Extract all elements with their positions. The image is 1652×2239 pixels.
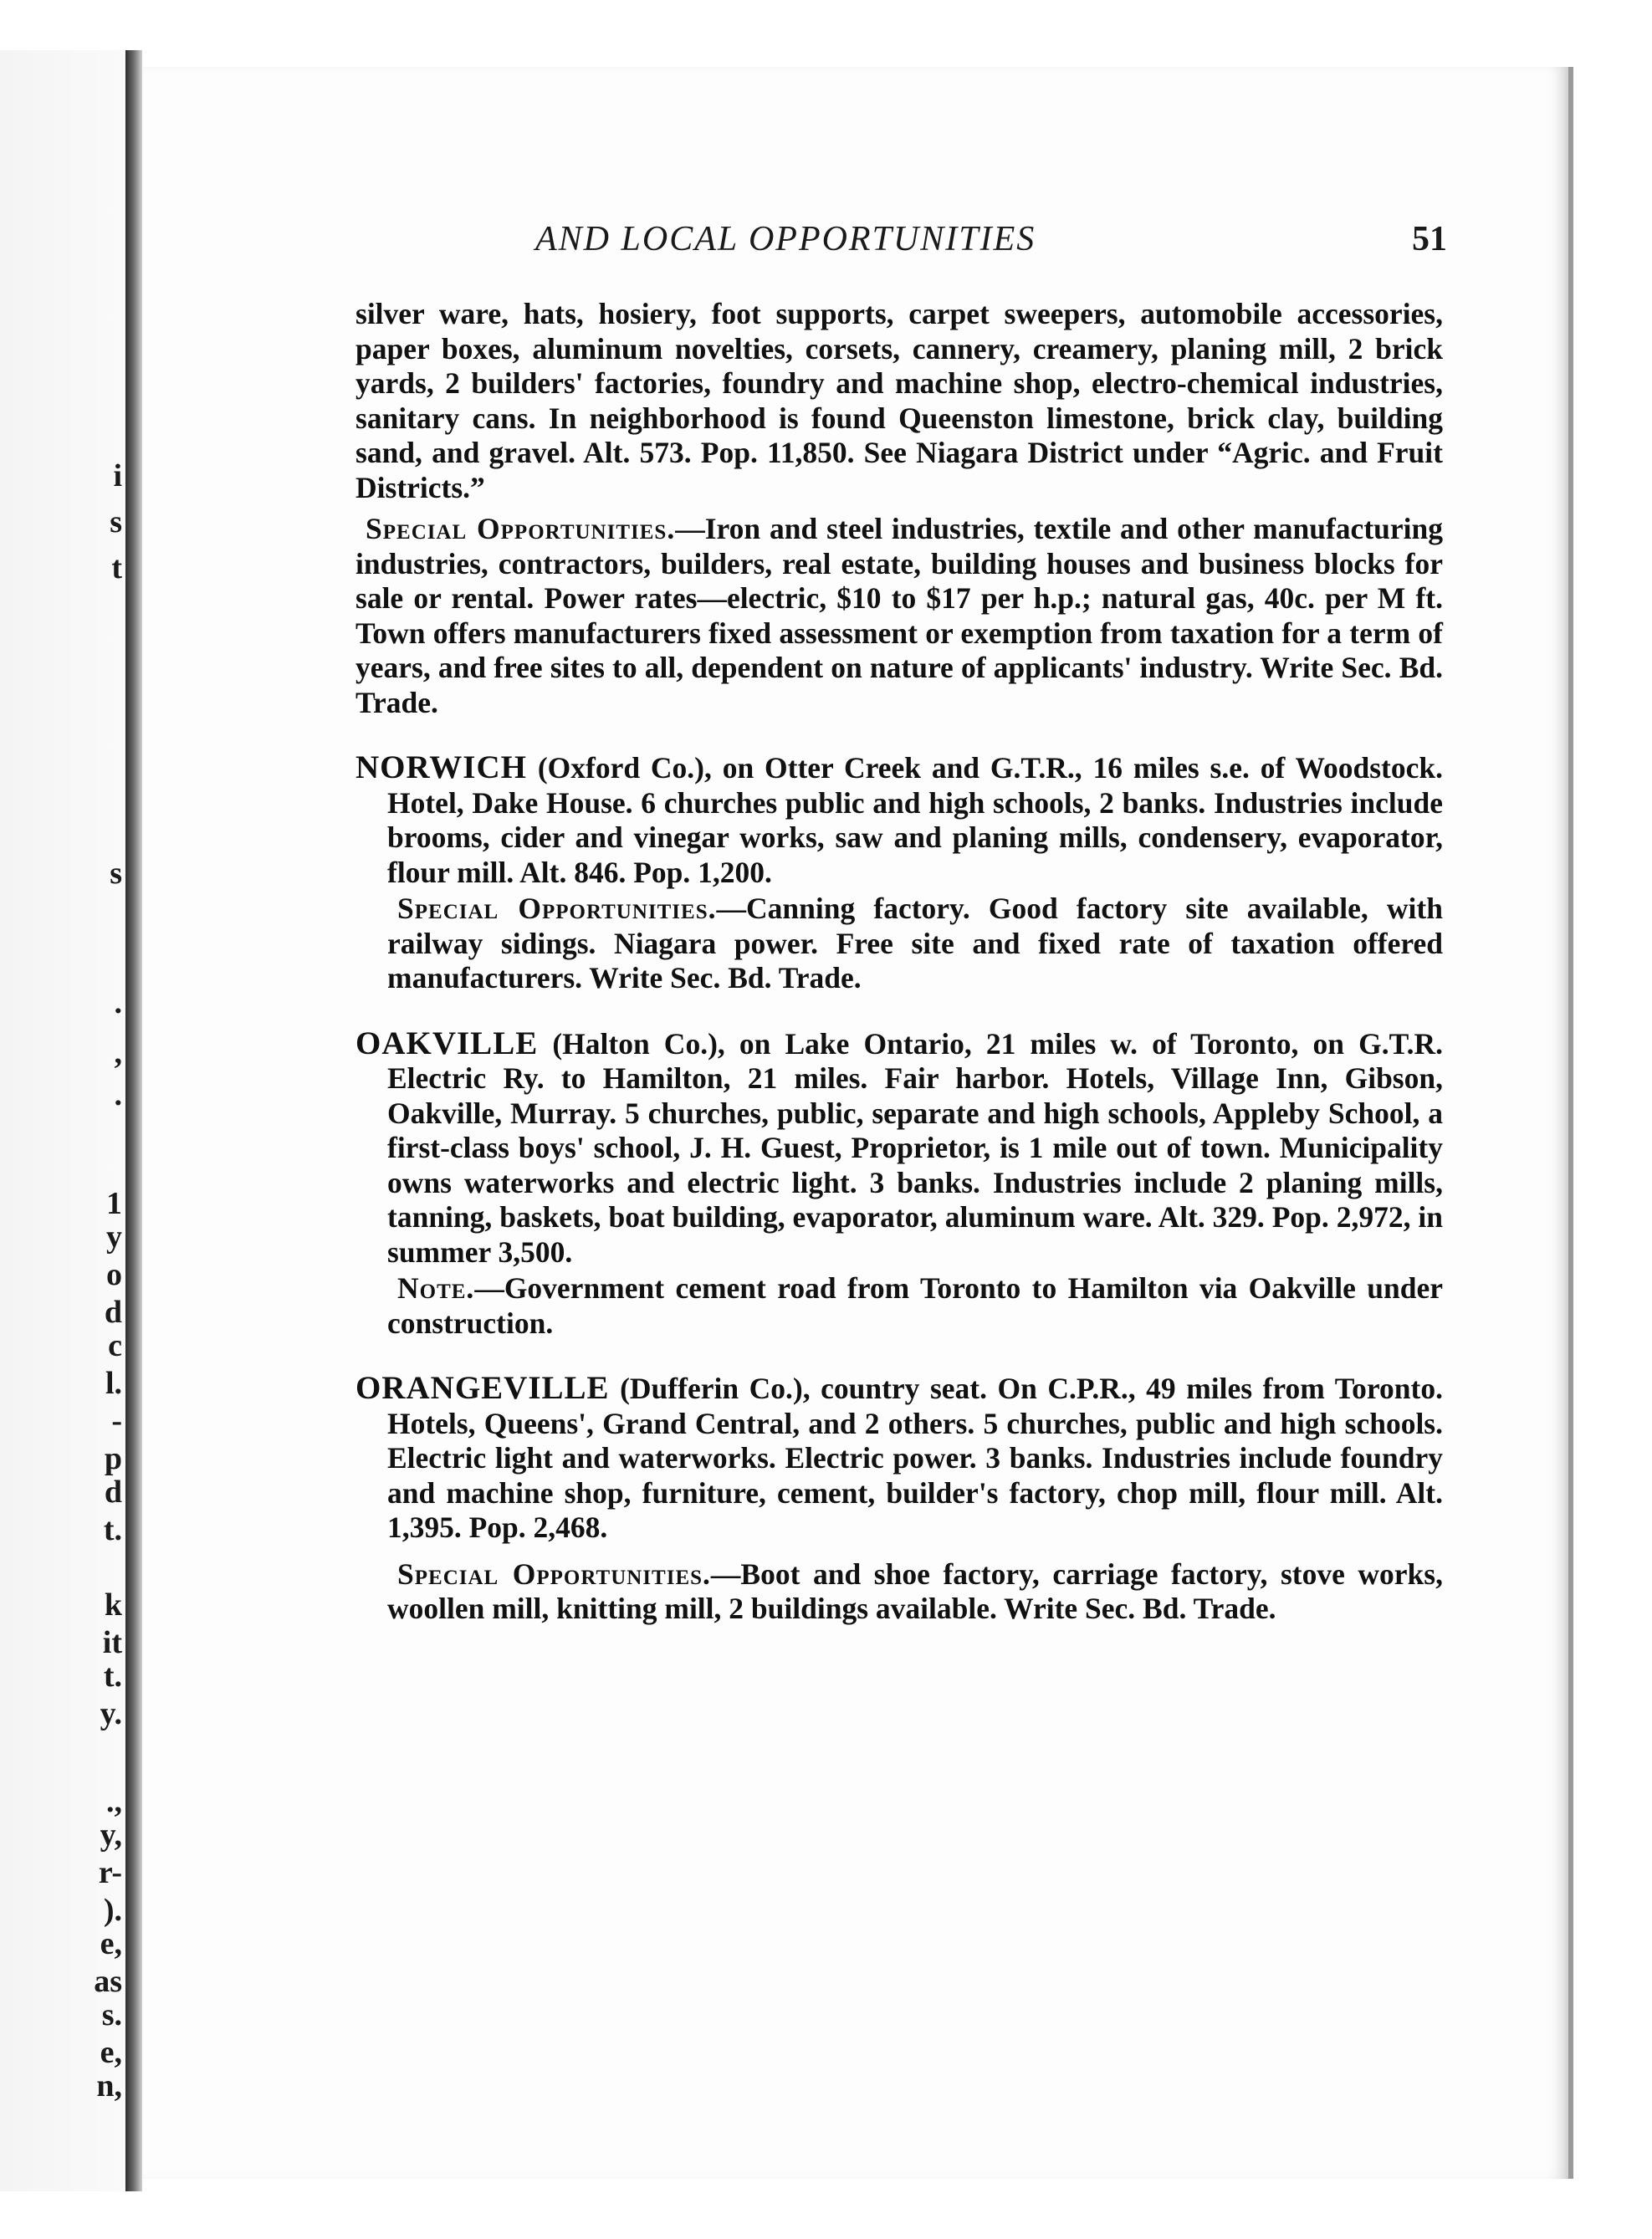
facing-page-edge	[0, 50, 125, 2191]
fragment: s.	[101, 1997, 122, 2032]
fragment: t.	[103, 1512, 122, 1547]
fragment: k	[104, 1587, 122, 1623]
town-description: (Oxford Co.), on Otter Creek and G.T.R., 16 miles s.e. of Woodstock. Hotel, Dake House. 6 churches public and high schools, 2 banks. Industries include brooms, cider and vinegar works, saw and planing mills, condensery, evaporator, flour mill. Alt. 846. Pop. 1,200.	[387, 751, 1443, 889]
fragment: .	[114, 985, 122, 1020]
fragment: it	[102, 1625, 122, 1660]
fragment: ).	[103, 1893, 122, 1928]
fragment: ,	[114, 1035, 122, 1071]
town-entry-orangeville	[355, 1371, 1443, 1546]
fragment: t	[111, 550, 122, 585]
page-body	[355, 297, 1443, 1627]
fragment: e,	[100, 2035, 122, 2070]
book-spine-shadow	[125, 50, 142, 2191]
bottom-margin	[0, 2191, 1652, 2239]
town-entry-norwich-special	[355, 892, 1443, 996]
fragment: y,	[100, 1817, 122, 1853]
fragment: d	[104, 1475, 122, 1510]
fragment: r-	[98, 1855, 122, 1890]
town-description: (Halton Co.), on Lake Ontario, 21 miles w. of Toronto, on G.T.R. Electric Ry. to Hamilton, 21 miles. Fair harbor. Hotels, Village Inn, Gibson, Oakville, Murray. 5 churches, public, separate and high schools, Appleby School, a first-class boys' school, J. H. Guest, Proprietor, is 1 mile out of town. Municipality owns waterworks and electric light. 3 banks. Industries include 2 planing mills, tanning, baskets, boat building, evaporator, aluminum ware. Alt. 329. Pop. 2,972, in summer 3,500.	[387, 1026, 1443, 1269]
fragment: s	[110, 504, 122, 539]
town-entry-oakville-note	[355, 1271, 1443, 1341]
intro-special-opportunities	[355, 512, 1443, 720]
town-description: (Dufferin Co.), country seat. On C.P.R., 49 miles from Toronto. Hotels, Queens', Grand Central, and 2 others. 5 churches, public and high schools. Electric light and waterworks. Electric power. 3 banks. Industries include foundry and machine shop, furniture, cement, builder's factory, chop mill, flour mill. Alt. 1,395. Pop. 2,468.	[387, 1372, 1443, 1544]
town-name: ORANGEVILLE	[355, 1370, 610, 1406]
fragment: p	[104, 1441, 122, 1476]
note-text: —Government cement road from Toronto to Hamilton via Oakville under construction.	[387, 1271, 1443, 1340]
special-opportunities-label: Special Opportunities.	[366, 512, 676, 545]
fragment: as	[94, 1964, 122, 1999]
town-entry-orangeville-special	[355, 1557, 1443, 1627]
fragment: 1	[106, 1186, 122, 1221]
fragment: .,	[106, 1784, 122, 1819]
special-opportunities-label: Special Opportunities.	[397, 892, 717, 925]
special-opportunities-text: —Iron and steel industries, textile and other manufacturing industries, contractors, builders, real estate, building houses and business blocks for sale or rental. Power rates—electric, $10 to $17 per h.p.; natural gas, 40c. per M ft. Town offers manufacturers fixed assessment or exemption from taxation for a term of years, and free sites to all, dependent on nature of applicants' industry. Write Sec. Bd. Trade.	[355, 512, 1443, 719]
fragment: c	[108, 1328, 122, 1363]
fragment: d	[104, 1295, 122, 1330]
fragment: .	[114, 1077, 122, 1112]
special-opportunities-text: —Boot and shoe factory, carriage factory, stove works, woollen mill, knitting mill, 2 buildings available. Write Sec. Bd. Trade.	[387, 1557, 1443, 1625]
fragment: i	[113, 458, 122, 493]
fragment: y	[106, 1219, 122, 1255]
fragment: t.	[103, 1659, 122, 1694]
town-entry-norwich	[355, 750, 1443, 890]
town-name: NORWICH	[355, 749, 527, 785]
fragment: e,	[100, 1926, 122, 1961]
running-title: AND LOCAL OPPORTUNITIES	[535, 220, 1036, 258]
fragment: s	[110, 856, 122, 891]
page-header	[535, 219, 1447, 269]
intro-paragraph: silver ware, hats, hosiery, foot supports, carpet sweepers, automobile accessories, paper boxes, aluminum novelties, corsets, cannery, creamery, planing mill, 2 brick yards, 2 builders' factories, foundry and machine shop, electro-chemical industries, sanitary cans. In neighborhood is found Queenston limestone, brick clay, building sand, and gravel. Alt. 573. Pop. 11,850. See Niagara District under “Agric. and Fruit Districts.”	[355, 297, 1443, 504]
fragment: n,	[96, 2068, 122, 2104]
fragment: y.	[100, 1696, 122, 1731]
special-opportunities-label: Special Opportunities.	[397, 1557, 711, 1591]
fragment: -	[111, 1403, 122, 1439]
fragment: o	[106, 1257, 122, 1292]
fragment: l.	[105, 1366, 122, 1401]
page-number: 51	[1412, 220, 1447, 258]
note-label: Note.	[397, 1271, 475, 1305]
town-entry-oakville	[355, 1026, 1443, 1270]
town-name: OAKVILLE	[355, 1025, 539, 1061]
facing-page-fragments	[0, 50, 125, 2191]
special-opportunities-text: —Canning factory. Good factory site available, with railway sidings. Niagara power. Free site and fixed rate of taxation offered manufacturers. Write Sec. Bd. Trade.	[387, 892, 1443, 994]
